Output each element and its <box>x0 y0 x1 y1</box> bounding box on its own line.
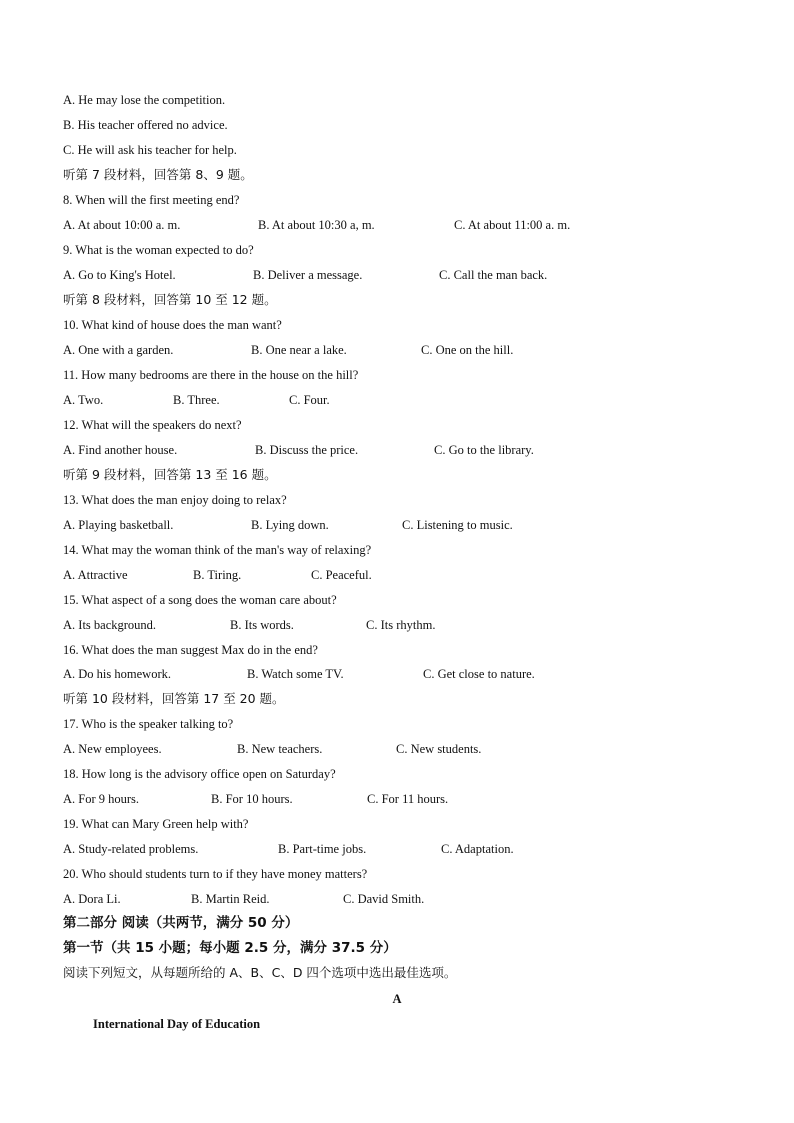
option-c: C. One on the hill. <box>421 343 514 357</box>
option-a: A. Go to King's Hotel. <box>63 268 176 282</box>
option-b: B. Three. <box>173 393 220 407</box>
option-b: B. Tiring. <box>193 568 242 582</box>
option-a: A. Two. <box>63 393 104 407</box>
option-a: A. New employees. <box>63 742 162 756</box>
question-16: 16. What does the man suggest Max do in the end? <box>63 643 318 657</box>
option-b: B. Watch some TV. <box>247 667 344 681</box>
option-b: B. Part-time jobs. <box>278 842 367 856</box>
option-a: A. At about 10:00 a. m. <box>63 218 181 232</box>
option-c: C. David Smith. <box>343 892 425 906</box>
option-line: C. He will ask his teacher for help. <box>63 143 237 157</box>
option-b: B. One near a lake. <box>251 343 347 357</box>
option-c: C. Get close to nature. <box>423 667 535 681</box>
option-a: A. Dora Li. <box>63 892 121 906</box>
listening-instruction: 听第 9 段材料，回答第 13 至 16 题。 <box>63 467 277 482</box>
option-b: B. Deliver a message. <box>253 268 363 282</box>
option-a: A. Attractive <box>63 568 128 582</box>
listening-instruction: 听第 7 段材料，回答第 8、9 题。 <box>63 167 253 182</box>
question-17: 17. Who is the speaker talking to? <box>63 717 234 731</box>
option-b: B. For 10 hours. <box>211 792 293 806</box>
option-a: A. Playing basketball. <box>63 518 174 532</box>
option-b: B. Discuss the price. <box>255 443 359 457</box>
question-15: 15. What aspect of a song does the woman care about? <box>63 593 337 607</box>
question-8: 8. When will the first meeting end? <box>63 193 240 207</box>
option-b: B. At about 10:30 a, m. <box>258 218 375 232</box>
reading-instruction: 阅读下列短文，从每题所给的 A、B、C、D 四个选项中选出最佳选项。 <box>63 965 457 980</box>
section-title: 第二部分 阅读（共两节，满分 50 分） <box>63 915 299 931</box>
option-c: C. New students. <box>396 742 482 756</box>
question-10: 10. What kind of house does the man want? <box>63 318 282 332</box>
question-14: 14. What may the woman think of the man's way of relaxing? <box>63 543 372 557</box>
option-b: B. Martin Reid. <box>191 892 270 906</box>
option-c: C. Listening to music. <box>402 518 513 532</box>
option-c: C. Go to the library. <box>434 443 534 457</box>
passage-letter: A <box>392 992 402 1006</box>
option-a: A. One with a garden. <box>63 343 174 357</box>
option-line: A. He may lose the competition. <box>63 93 226 107</box>
option-c: C. For 11 hours. <box>367 792 449 806</box>
option-a: A. For 9 hours. <box>63 792 140 806</box>
option-a: A. Study-related problems. <box>63 842 199 856</box>
option-c: C. Call the man back. <box>439 268 548 282</box>
option-a: A. Find another house. <box>63 443 178 457</box>
option-c: C. Peaceful. <box>311 568 372 582</box>
question-9: 9. What is the woman expected to do? <box>63 243 254 257</box>
subsection-title: 第一节（共 15 小题；每小题 2.5 分，满分 37.5 分） <box>63 940 397 956</box>
option-c: C. Its rhythm. <box>366 618 436 632</box>
passage-title: International Day of Education <box>93 1017 261 1031</box>
option-c: C. Four. <box>289 393 330 407</box>
option-a: A. Do his homework. <box>63 667 171 681</box>
option-c: C. At about 11:00 a. m. <box>454 218 571 232</box>
option-b: B. New teachers. <box>237 742 323 756</box>
question-18: 18. How long is the advisory office open on Saturday? <box>63 767 336 781</box>
option-b: B. Lying down. <box>251 518 329 532</box>
listening-instruction: 听第 8 段材料，回答第 10 至 12 题。 <box>63 292 277 307</box>
question-19: 19. What can Mary Green help with? <box>63 817 249 831</box>
option-b: B. Its words. <box>230 618 294 632</box>
option-c: C. Adaptation. <box>441 842 514 856</box>
question-13: 13. What does the man enjoy doing to relax? <box>63 493 287 507</box>
question-11: 11. How many bedrooms are there in the house on the hill? <box>63 368 359 382</box>
option-line: B. His teacher offered no advice. <box>63 118 228 132</box>
listening-instruction: 听第 10 段材料，回答第 17 至 20 题。 <box>63 691 285 706</box>
question-20: 20. Who should students turn to if they have money matters? <box>63 867 368 881</box>
option-a: A. Its background. <box>63 618 157 632</box>
question-12: 12. What will the speakers do next? <box>63 418 242 432</box>
